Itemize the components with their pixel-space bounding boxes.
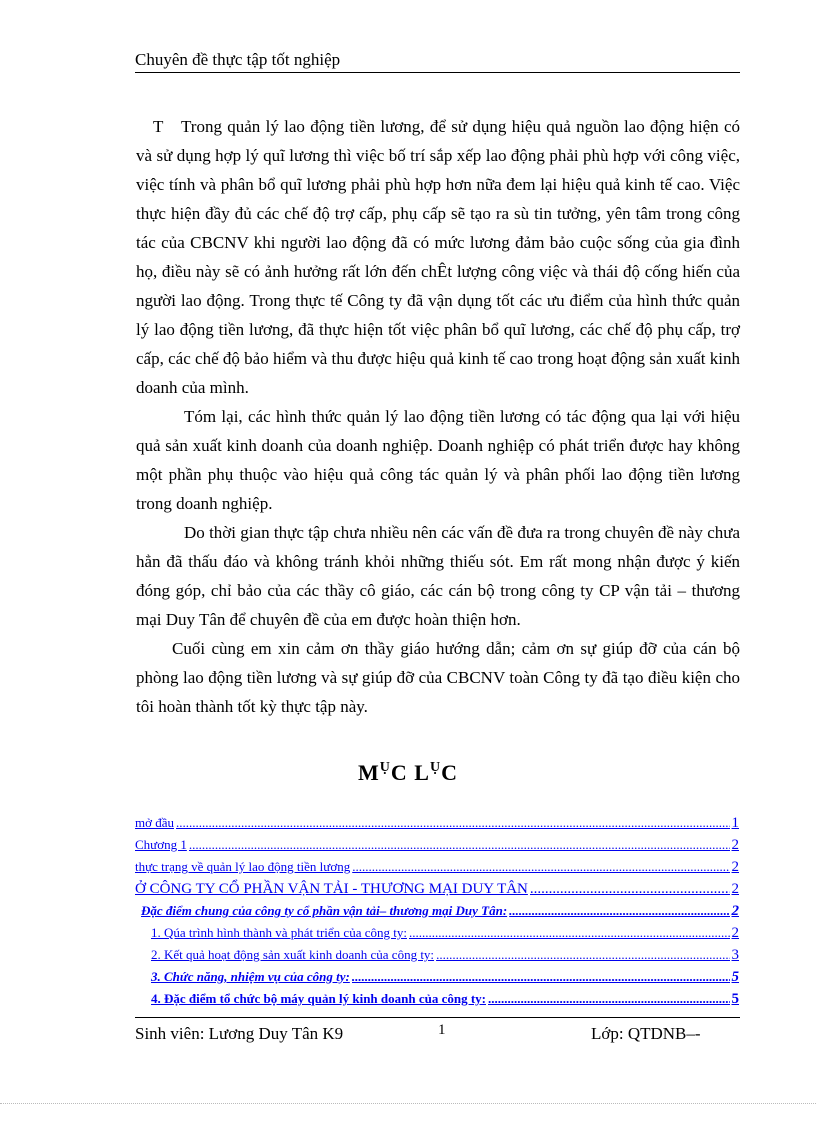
table-of-contents xyxy=(135,815,739,1013)
paragraph-3: Do thời gian thực tập chưa nhiều nên các vấn đề đưa ra trong chuyên đề này chưa hẳn đã thấu đáo và không tránh khỏi những thiếu sót. Em rất mong nhận được ý kiến đóng góp, chỉ bảo của các thầy cô giáo, các cán bộ trong công ty CP vận tải – thương mại Duy Tân để chuyên đề của em được hoàn thiện hơn. xyxy=(136,523,740,629)
toc-entry-chuong-1[interactable]: Chương 1 ..... 2 xyxy=(135,837,739,859)
toc-entry-cong-ty[interactable]: Ở CÔNG TY CỔ PHẦN VẬN TẢI - THƯƠNG MẠI DUY TÂN ..... 2 xyxy=(135,881,739,903)
paragraph-2: Tóm lại, các hình thức quản lý lao động tiền lương có tác động qua lại với hiệu quả sản xuất kinh doanh của doanh nghiệp. Doanh nghiệp có phát triển được hay không một phần phụ thuộc vào hiệu quả công tác quản lý và phân phối lao động tiền lương trong doanh nghiệp. xyxy=(136,407,740,513)
toc-entry-qua-trinh[interactable]: 1. Qúa trình hình thành và phát triển của công ty: ..... 2 xyxy=(135,925,739,947)
drop-cap: T xyxy=(153,117,164,136)
page-number: 1 xyxy=(438,1022,446,1038)
page-header xyxy=(135,50,740,73)
header-title: Chuyên đề thực tập tốt nghiệp xyxy=(135,50,341,69)
paragraph-1 xyxy=(136,112,740,402)
paragraph-4: Cuối cùng em xin cảm ơn thầy giáo hướng dẫn; cảm ơn sự giúp đỡ của cán bộ phòng lao động tiền lương và sự giúp đỡ của CBCNV toàn Công ty đã tạo điều kiện cho tôi hoàn thành tốt kỳ thực tập này. xyxy=(136,639,740,716)
toc-entry-to-chuc[interactable]: 4. Đặc điểm tổ chức bộ máy quản lý kinh doanh của công ty: ..... 5 xyxy=(135,991,739,1013)
page-bottom-divider xyxy=(0,1103,816,1104)
toc-entry-chuc-nang[interactable]: 3. Chức năng, nhiệm vụ của công ty: ..... 5 xyxy=(135,969,739,991)
footer-student: Sinh viên: Lương Duy Tân K9 xyxy=(135,1024,344,1043)
toc-title: $M^ỤC$ $L^ỤC$ xyxy=(358,760,458,785)
toc-entry-thuc-trang[interactable]: thực trạng về quản lý lao động tiền lương ..... 2 xyxy=(135,859,739,881)
page-footer xyxy=(135,1017,740,1043)
toc-entry-dac-diem-chung[interactable]: Đặc điểm chung của công ty cổ phần vận tải– thương mại Duy Tân: ..... 2 xyxy=(135,903,739,925)
toc-entry-mo-dau[interactable]: mở đầu ..... 1 xyxy=(135,815,739,837)
footer-class: Lớp: QTDNB–- xyxy=(591,1024,701,1043)
paragraph-1-text: Trong quản lý lao động tiền lương, để sử dụng hiệu quả nguồn lao động hiện có và sử dụng hợp lý quĩ lương thì việc bố trí sắp xếp lao động phải phù hợp với công việc, việc tính và phân bổ quĩ lương phải phù hợp hơn nữa đem lại hiệu quả kinh tế cao. Việc thực hiện đầy đủ các chế độ trợ cấp, phụ cấp sẽ tạo ra sù tin tưởng, yên tâm trong công tác của CBCNV khi người lao động đã có mức lương đảm bảo cuộc sống của gia đình họ, điều này sẽ có ảnh hưởng rất lớn đến chÊt lượng công việc và thái độ cống hiến của người lao động. Trong thực tế Công ty đã vận dụng tốt các ưu điểm của hình thức quản lý lao động tiền lương, đã thực hiện tốt việc phân bổ quĩ lương, các chế độ phụ cấp, trợ cấp, các chế độ bảo hiểm và thu được hiệu quả kinh tế cao trong hoạt động sản xuất kinh doanh của mình. xyxy=(136,117,740,397)
document-body xyxy=(136,112,740,721)
toc-entry-ket-qua[interactable]: 2. Kết quả hoạt động sản xuất kinh doanh của công ty: ..... 3 xyxy=(135,947,739,969)
